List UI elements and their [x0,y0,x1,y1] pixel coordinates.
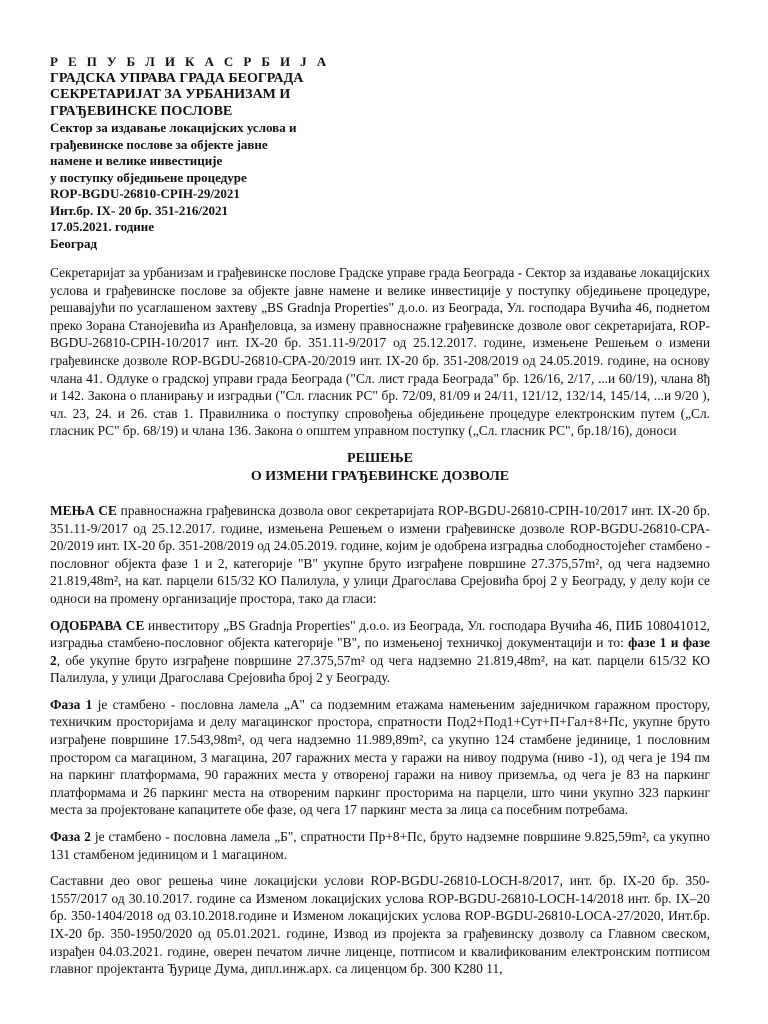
internal-number: Инт.бр. IX- 20 бр. 351-216/2021 [50,202,228,218]
paragraph-lead: ОДОБРАВА СЕ [50,617,145,633]
paragraph-changes [50,502,710,608]
paragraph-phase-1 [50,696,710,819]
sector-line-4: у поступку обједињене процедуре [50,169,247,185]
decision-title: РЕШЕЊЕ [347,450,413,466]
secretariat-line-2: ГРАЂЕВИНСКЕ ПОСЛОВЕ [50,103,233,119]
letterhead [50,54,350,252]
sector-line-2: грађевинске послове за објекте јавне [50,136,268,152]
place: Београд [50,235,98,251]
sector-line-1: Сектор за издавање локацијских услова и [50,120,297,135]
paragraph-approval [50,617,710,687]
paragraph-integral-parts: Саставни део овог решења чине локацијски услови ROP-BGDU-26810-LOCH-8/2017, инт. бр. IX-20 бр. 350-1557/2017 од 30.10.2017. године са Изменом локацијских услова ROP-BGDU-26810-LOCH-14/2018 инт. бр. IX–20 бр. 350-1404/2018 од 03.10.2018.године и Изменом локацијских услова ROP-BGDU-26810-LOCA-27/2020, Инт.бр. IX-20 бр. 350-1950/2020 од 05.01.2021. године, Извод из пројекта за грађевинску дозволу са Главном свеском, израђен 04.03.2021. године, оверен печатом личне лиценце, потписом и квалификованим електронским потписом главног пројектанта Ђурице Дума, дипл.инж.арх. са лиценцом бр. 300 К280 11, [50,873,710,977]
decision-subtitle: О ИЗМЕНИ ГРАЂЕВИНСКЕ ДОЗВОЛЕ [250,468,510,484]
case-number: ROP-BGDU-26810-CPIH-29/2021 [50,186,240,201]
paragraph-text: , обе укупне бруто изграђене површине 27.375,57m² од чега надземно 21.819,48m², на кат. парцели 615/32 КО Палилула, у улици Драгослава Срејовића број 2 у Београду. [50,652,710,686]
paragraph-lead: Фаза 1 [50,696,93,712]
document-body [50,264,710,978]
paragraph-text: правноснажна грађевинска дозвола овог секретаријата ROP-BGDU-26810-CPIH-10/2017 инт. IX-20 бр. 351.11-9/2017 од 25.12.2017. године, измењена Решењем о измени грађевинске дозволе ROP-BGDU-26810-CPA-20/2019 инт. IX-20 бр. 351-208/2019 од 24.05.2019. године, којим је одобрена изградња слободностојећег стамбено - пословног објекта фазе 1 и 2, категорије "В" укупне бруто изграђене површине 27.375,57m², од чега надземно 21.819,48m², на кат. парцели 615/32 КО Палилула, у улици Драгослава Срејовића број 2 у Београду, у делу који се односи на промену организације простора, тако да гласи: [50,502,710,606]
intro-paragraph: Секретаријат за урбанизам и грађевинске послове Градске управе града Београда - Сектор за издавање локацијских услова и грађевинске послове за објекте јавне намене и велике инвестиције у поступку обједињене процедуре, решавајући по усаглашеном захтеву „BS Gradnja Properties" д.о.о. из Београда, Ул. господара Вучића 46, поднетом преко Зорана Станојевића из Аранђеловца, за измену правноснажне грађевинске дозволе овог секретаријата, ROP-BGDU-26810-CPIH-10/2017 инт. IX-20 бр. 351.11-9/2017 од 25.12.2017. године, измењене Решењем о измени грађевинске дозволе ROP-BGDU-26810-CPA-20/2019 инт. IX-20 бр. 351-208/2019 од 24.05.2019. године, на основу члана 41. Одлуке о градској управи града Београда ("Сл. лист града Београда" бр. 126/16, 2/17, ...и 60/19), члана 8ђ и 142. Закона о планирању и изградњи ("Сл. гласник РС" бр. 72/09, 81/09 и 24/11, 121/12, 132/14, 145/14, ...и 9/20 ), чл. 23, 24. и 26. став 1. Правилника о поступку спровођења обједињене процедуре електронским путем („Сл. гласник РС" бр. 68/19) и члана 136. Закона о општем управном поступку („Сл. гласник РС", бр.18/16), доноси [50,265,710,439]
sector-line-3: намене и велике инвестиције [50,153,223,168]
secretariat-line: СЕКРЕТАРИЈАТ ЗА УРБАНИЗАМ И [50,87,291,102]
paragraph-text: је стамбено - пословна ламела „А" са подземним етажама намењеним заједничком гаражном простору, техничким просторијама и делу магацинског простора, спратности Под2+Под1+Сут+П+Гал+8+Пс, укупне бруто изграђене површине 17.543,98m², од чега надземно 11.989,89m², са укупно 124 стамбене јединице, 1 пословним простором са магацином, 3 магацина, 207 гаражних места у гаражи на нивоу подрума (ниво -1), од чега је 194 пм на паркинг платформама, 90 гаражних места у отвореној гаражи на нивоу приземља, од чега је 83 на паркинг платформама и 26 паркинг места на отвореним паркинг просторима на парцели, што чини укупно 323 паркинг места за пројектоване капацитете обе фазе, од чега 17 паркинг места за лица са посебним потребама. [50,696,710,818]
paragraph-bold-phrase: фазе 1 и фазе 2 [50,635,710,668]
paragraph-phase-2 [50,828,710,863]
paragraph-text: је стамбено - пословна ламела „Б", спратности Пр+8+Пс, бруто надземне површине 9.825,59m², са укупно 131 стамбеном јединицом и 1 магацином. [50,829,710,862]
country-line: Р Е П У Б Л И К А С Р Б И Ј А [50,54,330,69]
city-administration-line: ГРАДСКА УПРАВА ГРАДА БЕОГРАДА [50,70,304,86]
paragraph-lead: Фаза 2 [50,829,91,845]
document-date: 17.05.2021. године [50,219,155,234]
paragraph-text: инвеститору „BS Gradnja Properties" д.о.о. из Београда, Ул. господара Вучића 46, ПИБ 108041012, изградња стамбено-пословног објекта категорије "В", по измењеној техничкој документацији и то: [50,617,710,651]
paragraph-lead: МЕЊА СЕ [50,502,117,518]
